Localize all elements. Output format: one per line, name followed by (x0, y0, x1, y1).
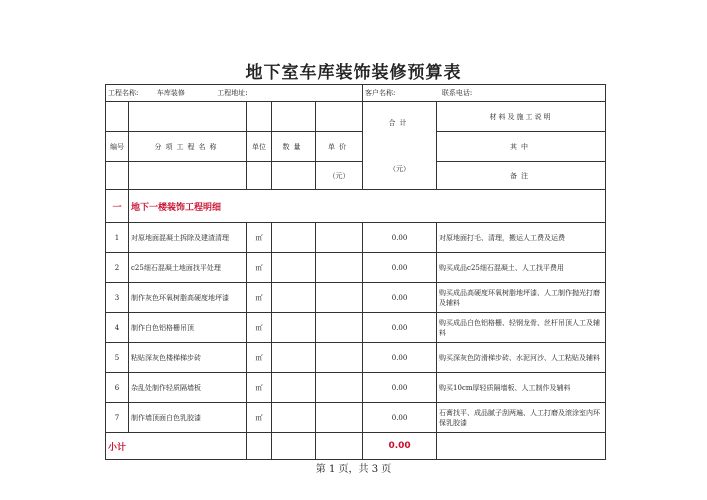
contact-phone-label: 联系电话: (441, 89, 473, 97)
item-rows (106, 223, 606, 433)
table-row (106, 373, 606, 403)
page-footer (0, 460, 707, 475)
row-unit: ㎡ (247, 283, 272, 313)
row-item-name: 对原地面混凝土拆除及建渣清理 (129, 223, 247, 253)
row-unit-price (316, 223, 363, 253)
project-name-value: 车库装修 (156, 89, 185, 97)
table-row (106, 253, 606, 283)
info-row (106, 85, 606, 102)
row-item-name: 制作灰色环氧树脂高硬度地坪漆 (129, 283, 247, 313)
row-index: 6 (106, 373, 129, 403)
project-info-cell (106, 85, 363, 102)
row-index: 1 (106, 223, 129, 253)
row-unit: ㎡ (247, 313, 272, 343)
row-index: 7 (106, 403, 129, 433)
row-unit: ㎡ (247, 373, 272, 403)
row-unit-price (316, 373, 363, 403)
row-total: 0.00 (363, 403, 437, 433)
unit-header: 单位 (247, 132, 272, 162)
table-row (106, 283, 606, 313)
row-index: 3 (106, 283, 129, 313)
row-remark: 购买深灰色防滑梯步砖、水泥河沙、人工粘贴及辅料 (437, 343, 606, 373)
subtotal-row (106, 433, 606, 460)
subtotal-label: 小计 (106, 433, 247, 460)
unit-price-header: 单价 (316, 132, 363, 162)
project-address-label: 工程地址: (217, 89, 248, 97)
row-unit: ㎡ (247, 223, 272, 253)
row-total: 0.00 (363, 313, 437, 343)
row-item-name: c25细石混凝土地面找平处理 (129, 253, 247, 283)
materials-header: 材料及施工说明 (437, 102, 606, 132)
row-quantity (272, 253, 316, 283)
table-row (106, 403, 606, 433)
page-mid: 页，共 (338, 464, 369, 475)
row-unit-price (316, 403, 363, 433)
row-quantity (272, 403, 316, 433)
row-remark: 购买成品高硬度环氧树脂地坪漆、人工制作抛光打磨及辅料 (437, 283, 606, 313)
row-quantity (272, 283, 316, 313)
row-total: 0.00 (363, 253, 437, 283)
row-remark: 购买成品c25细石混凝土、人工找平费用 (437, 253, 606, 283)
row-item-name: 制作墙顶面白色乳胶漆 (129, 403, 247, 433)
project-name-label: 工程名称: (108, 89, 139, 97)
table-row (106, 343, 606, 373)
page-prefix: 第 (315, 464, 326, 475)
row-quantity (272, 313, 316, 343)
page-title: 地下室车库装饰装修预算表 (245, 63, 462, 83)
header-row-2 (106, 132, 606, 162)
row-index: 4 (106, 313, 129, 343)
budget-table (105, 84, 606, 460)
client-name-label: 客户名称: (365, 89, 396, 97)
row-remark: 石膏找平、成品腻子刮两遍、人工打磨及滚涂室内环保乳胶漆 (437, 403, 606, 433)
page-current: 1 (328, 464, 336, 475)
row-total: 0.00 (363, 343, 437, 373)
header-row-1 (106, 102, 606, 132)
row-unit-price (316, 283, 363, 313)
page-total: 3 (371, 464, 379, 475)
section-index: 一 (106, 190, 129, 223)
row-index: 2 (106, 253, 129, 283)
index-header: 编号 (106, 132, 129, 162)
row-unit-price (316, 343, 363, 373)
row-remark: 购买10cm厚轻质隔墙板、人工制作及辅料 (437, 373, 606, 403)
row-quantity (272, 223, 316, 253)
row-item-name: 杂乱处制作轻质隔墙板 (129, 373, 247, 403)
section-row (106, 190, 606, 223)
item-name-header: 分项工程名称 (129, 132, 247, 162)
row-unit: ㎡ (247, 403, 272, 433)
header-row-3 (106, 162, 606, 190)
row-item-name: 制作白色铝格栅吊顶 (129, 313, 247, 343)
row-quantity (272, 373, 316, 403)
row-unit: ㎡ (247, 253, 272, 283)
row-remark: 购买成品白色铝格栅、轻钢龙骨、丝杆吊顶人工及辅料 (437, 313, 606, 343)
table-row (106, 313, 606, 343)
total-header (363, 102, 437, 190)
quantity-header: 数量 (272, 132, 316, 162)
row-unit-price (316, 313, 363, 343)
subtotal-total: 0.00 (363, 433, 437, 460)
section-title: 地下一楼装饰工程明细 (129, 190, 606, 223)
total-header-label: 合计 (388, 118, 411, 127)
row-unit: ㎡ (247, 343, 272, 373)
table-row (106, 223, 606, 253)
row-total: 0.00 (363, 373, 437, 403)
total-unit-label: （元） (389, 164, 411, 173)
row-unit-price (316, 253, 363, 283)
client-info-cell (363, 85, 606, 102)
among-header: 其中 (437, 132, 606, 162)
row-index: 5 (106, 343, 129, 373)
unit-price-unit: （元） (316, 162, 363, 190)
row-total: 0.00 (363, 283, 437, 313)
row-item-name: 粘贴深灰色楼梯梯步砖 (129, 343, 247, 373)
row-remark: 对原地面打毛、清理，搬运人工费及运费 (437, 223, 606, 253)
page-suffix: 页 (381, 464, 392, 475)
row-total: 0.00 (363, 223, 437, 253)
remarks-header: 备注 (437, 162, 606, 190)
row-quantity (272, 343, 316, 373)
